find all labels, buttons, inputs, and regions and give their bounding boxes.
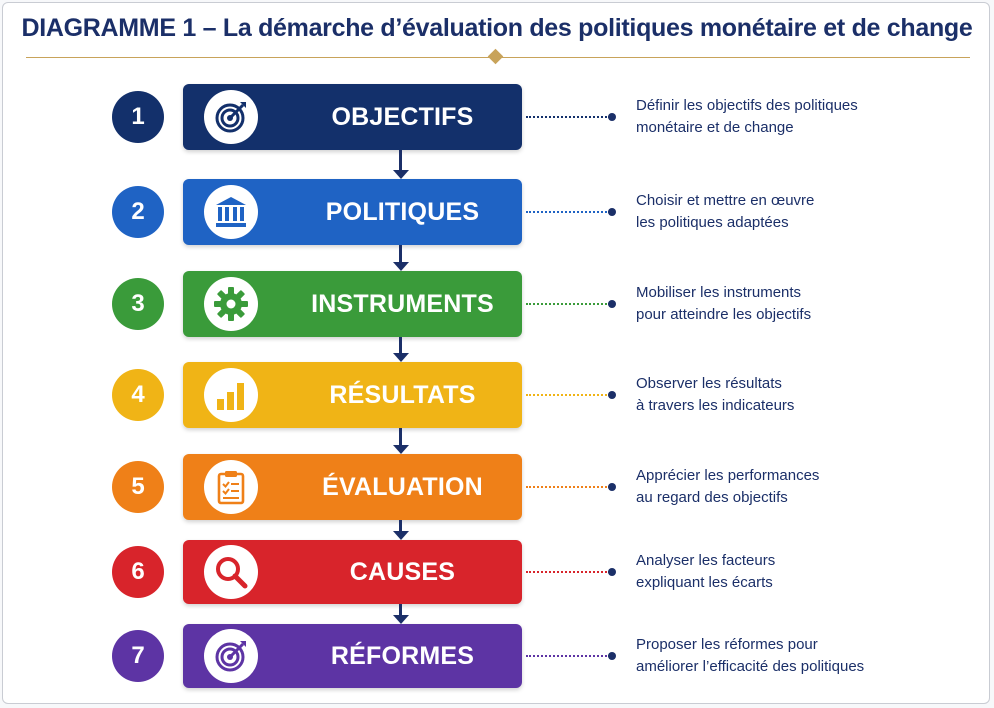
step-box-5: [183, 454, 522, 520]
flow-arrow-shaft: [399, 150, 402, 170]
description-line: Définir les objectifs des politiques: [636, 97, 858, 114]
flow-arrow-shaft: [399, 604, 402, 615]
step-description: [636, 550, 936, 594]
description-line: monétaire et de change: [636, 119, 794, 136]
connector-dot: [608, 483, 616, 491]
flow-arrow-head: [393, 531, 409, 540]
description-line: Choisir et mettre en œuvre: [636, 192, 815, 209]
step-description: [636, 282, 936, 326]
step-label: RÉFORMES: [330, 641, 475, 670]
step-description: [636, 465, 936, 509]
description-line: Proposer les réformes pour: [636, 636, 818, 653]
clipboard-icon: [204, 460, 258, 514]
step-label: INSTRUMENTS: [311, 289, 494, 318]
connector-dot: [608, 208, 616, 216]
flow-arrow-head: [393, 445, 409, 454]
step-number-badge: 7: [112, 630, 164, 682]
step-description: [636, 373, 936, 417]
bar-chart-icon: [204, 368, 258, 422]
step-number-badge: 5: [112, 461, 164, 513]
flow-arrow-head: [393, 353, 409, 362]
magnifier-icon: [204, 545, 258, 599]
step-box-2: [183, 179, 522, 245]
flow-arrow-head: [393, 170, 409, 179]
step-description: [636, 190, 936, 234]
connector-dotted-line: [526, 116, 610, 118]
step-number-badge: 2: [112, 186, 164, 238]
step-label: RÉSULTATS: [329, 380, 476, 409]
description-line: Mobiliser les instruments: [636, 284, 802, 301]
step-label: OBJECTIFS: [331, 102, 474, 131]
flow-arrow-shaft: [399, 337, 402, 353]
flow-arrow-shaft: [399, 245, 402, 262]
connector-dotted-line: [526, 486, 610, 488]
target-icon: [204, 90, 258, 144]
description-line: les politiques adaptées: [636, 214, 789, 231]
flow-arrow-shaft: [399, 428, 402, 445]
connector-dot: [608, 391, 616, 399]
description-line: Apprécier les performances: [636, 467, 820, 484]
description-line: expliquant les écarts: [636, 574, 773, 591]
step-number-badge: 3: [112, 278, 164, 330]
connector-dotted-line: [526, 303, 610, 305]
step-description: [636, 634, 936, 678]
flow-arrow-head: [393, 615, 409, 624]
description-line: Observer les résultats: [636, 375, 782, 392]
connector-dotted-line: [526, 655, 610, 657]
connector-dot: [608, 113, 616, 121]
description-line: à travers les indicateurs: [636, 397, 795, 414]
flow-arrow-head: [393, 262, 409, 271]
flow-arrow-shaft: [399, 520, 402, 531]
bank-icon: [204, 185, 258, 239]
step-box-6: [183, 540, 522, 604]
step-number-badge: 6: [112, 546, 164, 598]
connector-dotted-line: [526, 571, 610, 573]
connector-dot: [608, 652, 616, 660]
step-box-3: [183, 271, 522, 337]
description-line: Analyser les facteurs: [636, 552, 776, 569]
step-box-1: [183, 84, 522, 150]
step-description: [636, 95, 936, 139]
target-icon: [204, 629, 258, 683]
connector-dotted-line: [526, 211, 610, 213]
gear-icon: [204, 277, 258, 331]
connector-dot: [608, 300, 616, 308]
step-number-badge: 4: [112, 369, 164, 421]
diagram-title: DIAGRAMME 1 – La démarche d’évaluation des politiques monétaire et de change: [21, 14, 973, 42]
step-label: CAUSES: [349, 557, 456, 586]
step-label: POLITIQUES: [325, 197, 480, 226]
step-label: ÉVALUATION: [322, 472, 483, 501]
step-box-4: [183, 362, 522, 428]
step-box-7: [183, 624, 522, 688]
step-number-badge: 1: [112, 91, 164, 143]
description-line: pour atteindre les objectifs: [636, 306, 812, 323]
connector-dot: [608, 568, 616, 576]
connector-dotted-line: [526, 394, 610, 396]
description-line: au regard des objectifs: [636, 489, 788, 506]
description-line: améliorer l’efficacité des politiques: [636, 658, 865, 675]
